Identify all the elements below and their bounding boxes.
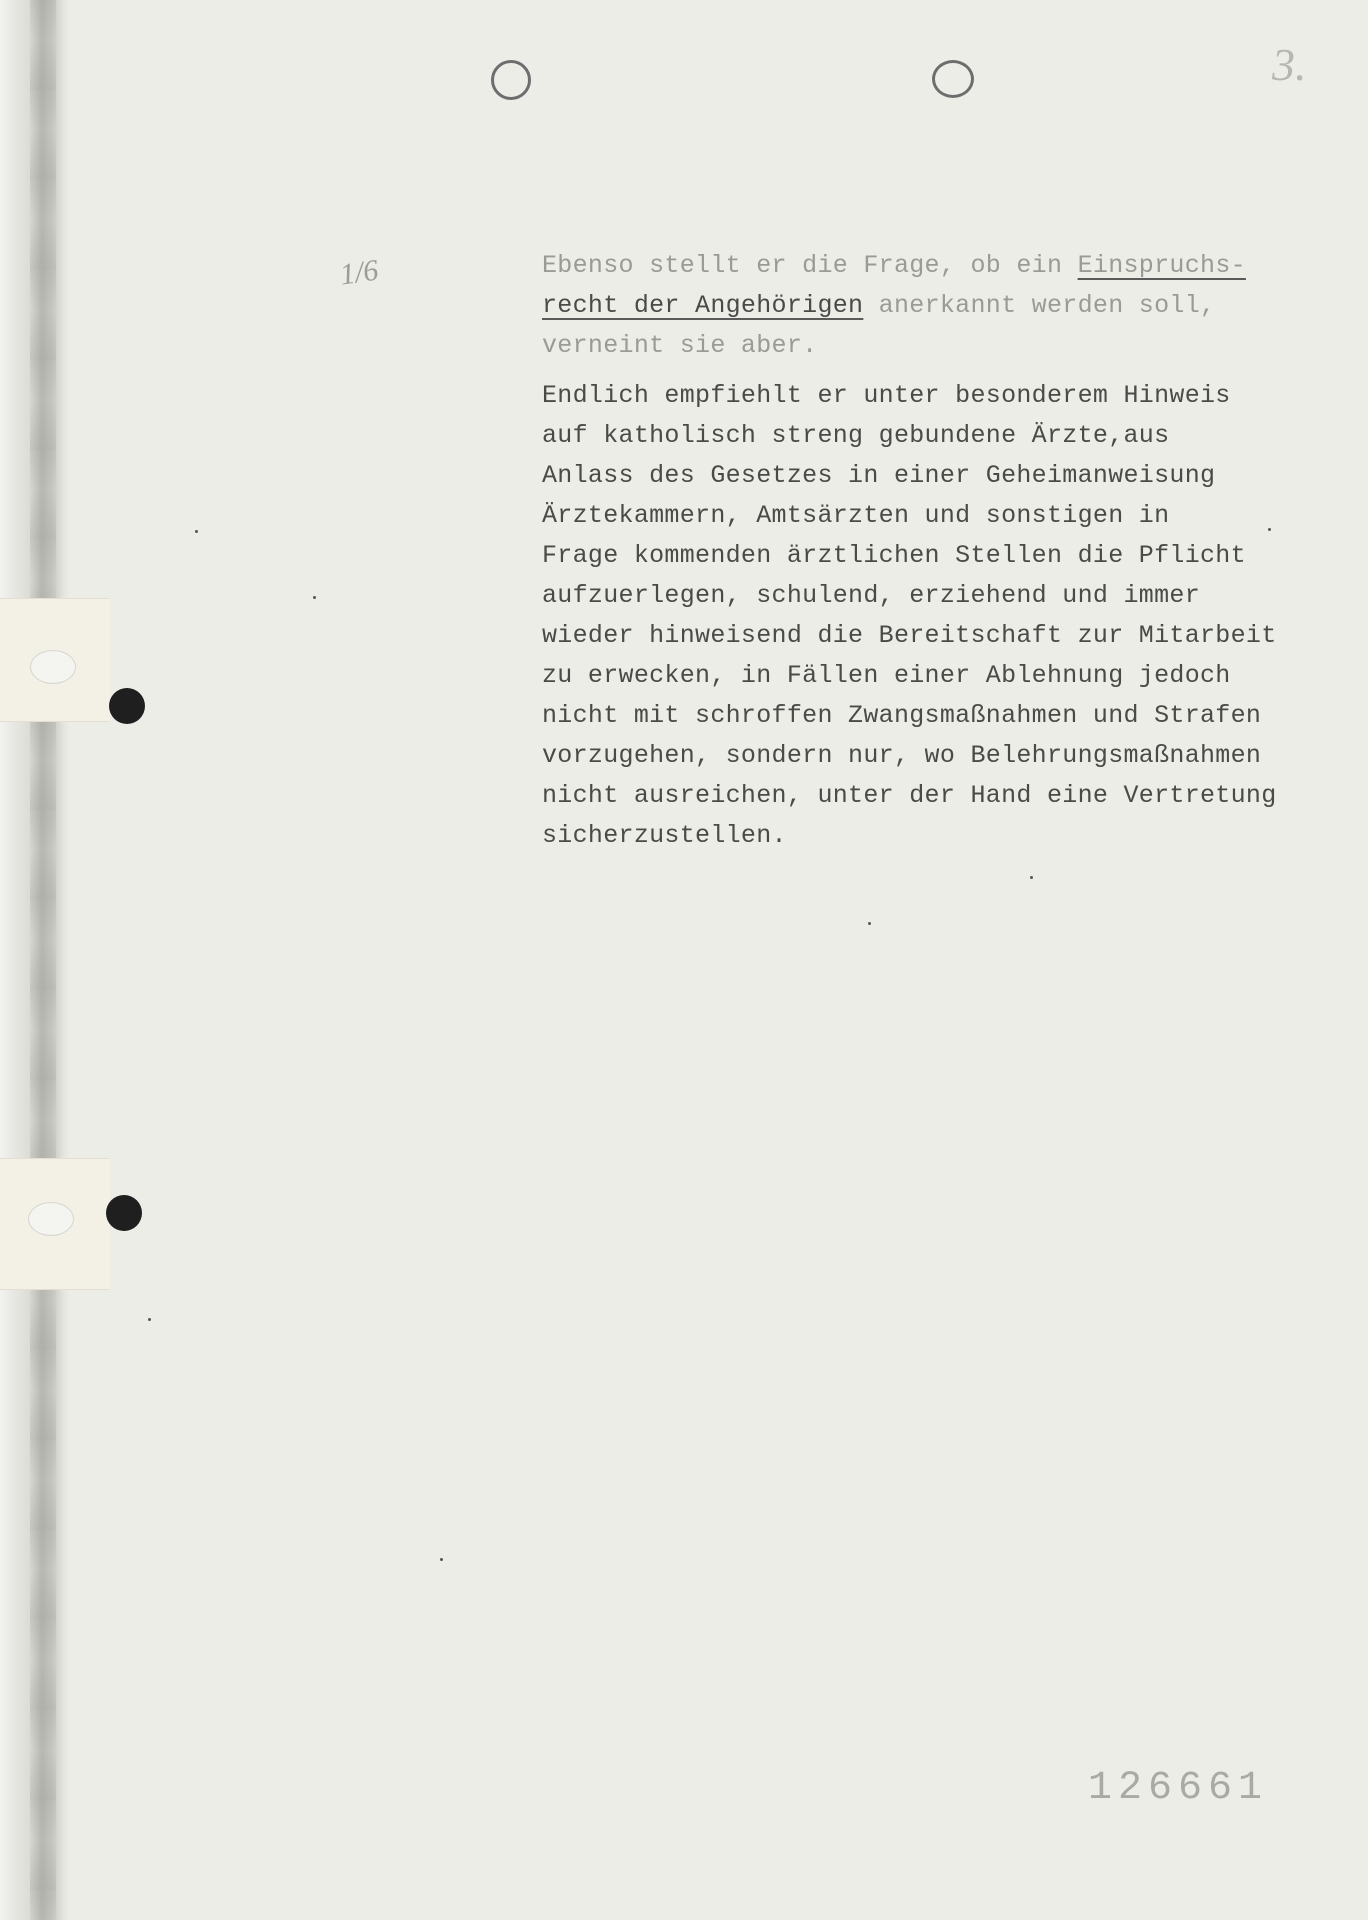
text-segment: Anlass des Gesetzes in einer Geheimanweisung xyxy=(542,461,1216,490)
torn-hole-bottom xyxy=(28,1202,74,1236)
punch-hole-top xyxy=(109,688,145,724)
text-segment: auf katholisch streng gebundene Ärzte,aus xyxy=(542,421,1170,450)
text-segment: vorzugehen, sondern nur, wo Belehrungsmaßnahmen xyxy=(542,741,1262,770)
text-segment: Endlich empfiehlt er unter besonderem Hinweis xyxy=(542,381,1231,410)
text-line xyxy=(542,656,1342,696)
text-line xyxy=(542,736,1342,776)
text-line xyxy=(542,816,1342,856)
speck xyxy=(195,530,198,533)
text-segment: sicherzustellen. xyxy=(542,821,787,850)
text-segment: Ebenso stellt er die Frage, ob ein xyxy=(542,251,1078,280)
text-line xyxy=(542,576,1342,616)
text-segment: nicht ausreichen, unter der Hand eine Vertretung xyxy=(542,781,1277,810)
speck xyxy=(313,596,316,599)
punch-hole-bottom xyxy=(106,1195,142,1231)
text-segment: Ärztekammern, Amtsärzten und sonstigen in xyxy=(542,501,1170,530)
text-line xyxy=(542,416,1342,456)
text-line xyxy=(542,616,1342,656)
text-segment: Einspruchs- xyxy=(1077,251,1246,280)
typewritten-body xyxy=(542,246,1342,866)
punch-hole-ring-right xyxy=(932,60,974,98)
archive-stamp-number: 126661 xyxy=(1088,1766,1269,1811)
torn-hole-top xyxy=(30,650,76,684)
text-segment: Frage kommenden ärztlichen Stellen die Pflicht xyxy=(542,541,1246,570)
speck xyxy=(1268,528,1271,531)
text-segment: anerkannt werden soll, xyxy=(863,291,1216,320)
text-line xyxy=(542,376,1342,416)
text-segment: recht der Angehörigen xyxy=(542,291,864,320)
text-line xyxy=(542,286,1342,326)
speck xyxy=(868,922,871,925)
speck xyxy=(148,1318,151,1321)
text-line xyxy=(542,536,1342,576)
speck xyxy=(1030,876,1033,879)
text-segment: aufzuerlegen, schulend, erziehend und immer xyxy=(542,581,1201,610)
handwritten-page-number: 3. xyxy=(1272,39,1307,90)
speck xyxy=(440,1558,443,1561)
text-segment: wieder hinweisend die Bereitschaft zur Mitarbeit xyxy=(542,621,1277,650)
punch-hole-ring-left xyxy=(491,60,531,100)
paragraph xyxy=(542,376,1342,856)
text-line xyxy=(542,326,1342,366)
text-segment: verneint sie aber. xyxy=(542,331,818,360)
text-line xyxy=(542,456,1342,496)
text-segment: nicht mit schroffen Zwangsmaßnahmen und Strafen xyxy=(542,701,1262,730)
text-line xyxy=(542,496,1342,536)
text-segment: zu erwecken, in Fällen einer Ablehnung jedoch xyxy=(542,661,1231,690)
scan-edge-texture xyxy=(30,0,56,1920)
handwritten-margin-note: 1/6 xyxy=(337,253,381,292)
text-line xyxy=(542,696,1342,736)
text-line xyxy=(542,246,1342,286)
text-line xyxy=(542,776,1342,816)
paragraph xyxy=(542,246,1342,366)
